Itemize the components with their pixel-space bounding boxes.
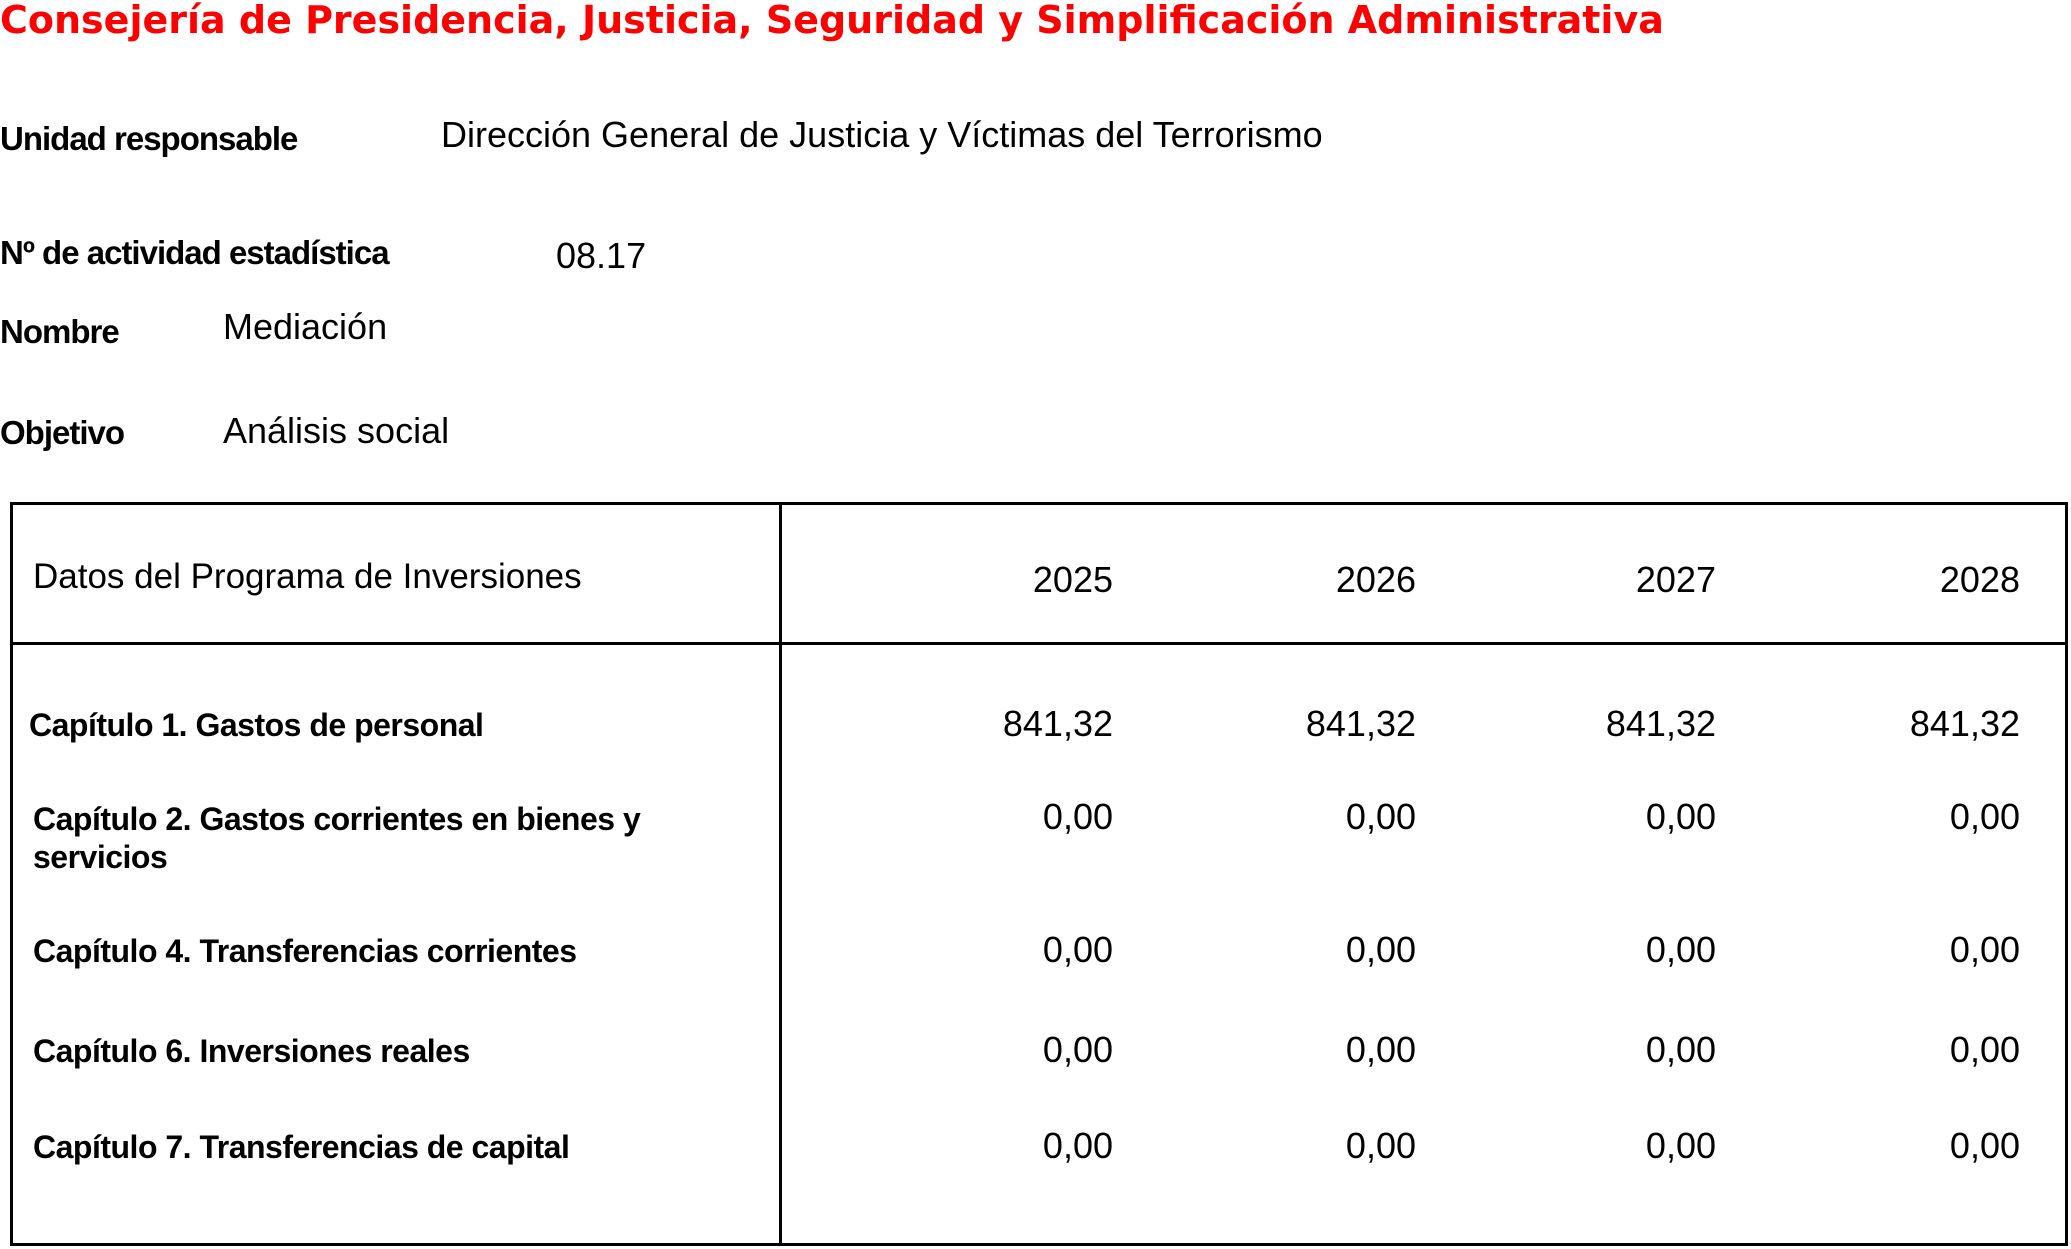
- table-cell: 0,00: [1042, 1029, 1113, 1070]
- nombre-value: Mediación: [223, 306, 388, 347]
- table-header-label: Datos del Programa de Inversiones: [33, 557, 582, 596]
- table-cell: 841,32: [1605, 703, 1716, 744]
- year-header-2025: 2025: [1032, 559, 1113, 600]
- unidad-label: Unidad responsable: [0, 120, 298, 157]
- page-title: Consejería de Presidencia, Justicia, Seguridad y Simplificación Administrativa: [0, 0, 1664, 42]
- year-header-2027: 2027: [1635, 559, 1716, 600]
- table-cell: 0,00: [1345, 1125, 1416, 1166]
- table-cell: 0,00: [1949, 929, 2020, 970]
- table-cell: 0,00: [1949, 1029, 2020, 1070]
- table-cell: 0,00: [1345, 929, 1416, 970]
- table-row-label: Capítulo 7. Transferencias de capital: [33, 1129, 570, 1165]
- table-cell: 0,00: [1949, 1125, 2020, 1166]
- year-header-2028: 2028: [1939, 559, 2020, 600]
- unidad-value: Dirección General de Justicia y Víctimas del Terrorismo: [441, 114, 1323, 155]
- table-header-divider: [10, 642, 2068, 645]
- actividad-value: 08.17: [556, 235, 647, 276]
- table-row-label: Capítulo 4. Transferencias corrientes: [33, 933, 577, 969]
- table-cell: 0,00: [1345, 1029, 1416, 1070]
- table-cell: 841,32: [1909, 703, 2020, 744]
- objetivo-value: Análisis social: [223, 410, 450, 451]
- nombre-label: Nombre: [0, 313, 119, 350]
- table-row-label: Capítulo 2. Gastos corrientes en bienes y servicios: [33, 801, 641, 875]
- table-cell: 0,00: [1345, 796, 1416, 837]
- table-cell: 0,00: [1645, 929, 1716, 970]
- objetivo-label: Objetivo: [0, 414, 125, 451]
- actividad-label: Nº de actividad estadística: [0, 234, 389, 271]
- table-row-label: Capítulo 1. Gastos de personal: [29, 707, 484, 743]
- table-column-divider: [779, 502, 782, 1246]
- table-cell: 0,00: [1645, 796, 1716, 837]
- table-cell: 0,00: [1042, 1125, 1113, 1166]
- table-cell: 0,00: [1949, 796, 2020, 837]
- table-cell: 0,00: [1042, 929, 1113, 970]
- table-row-label: Capítulo 6. Inversiones reales: [33, 1033, 470, 1069]
- table-cell: 0,00: [1645, 1029, 1716, 1070]
- year-header-2026: 2026: [1335, 559, 1416, 600]
- table-cell: 0,00: [1645, 1125, 1716, 1166]
- table-cell: 0,00: [1042, 796, 1113, 837]
- table-cell: 841,32: [1002, 703, 1113, 744]
- table-cell: 841,32: [1305, 703, 1416, 744]
